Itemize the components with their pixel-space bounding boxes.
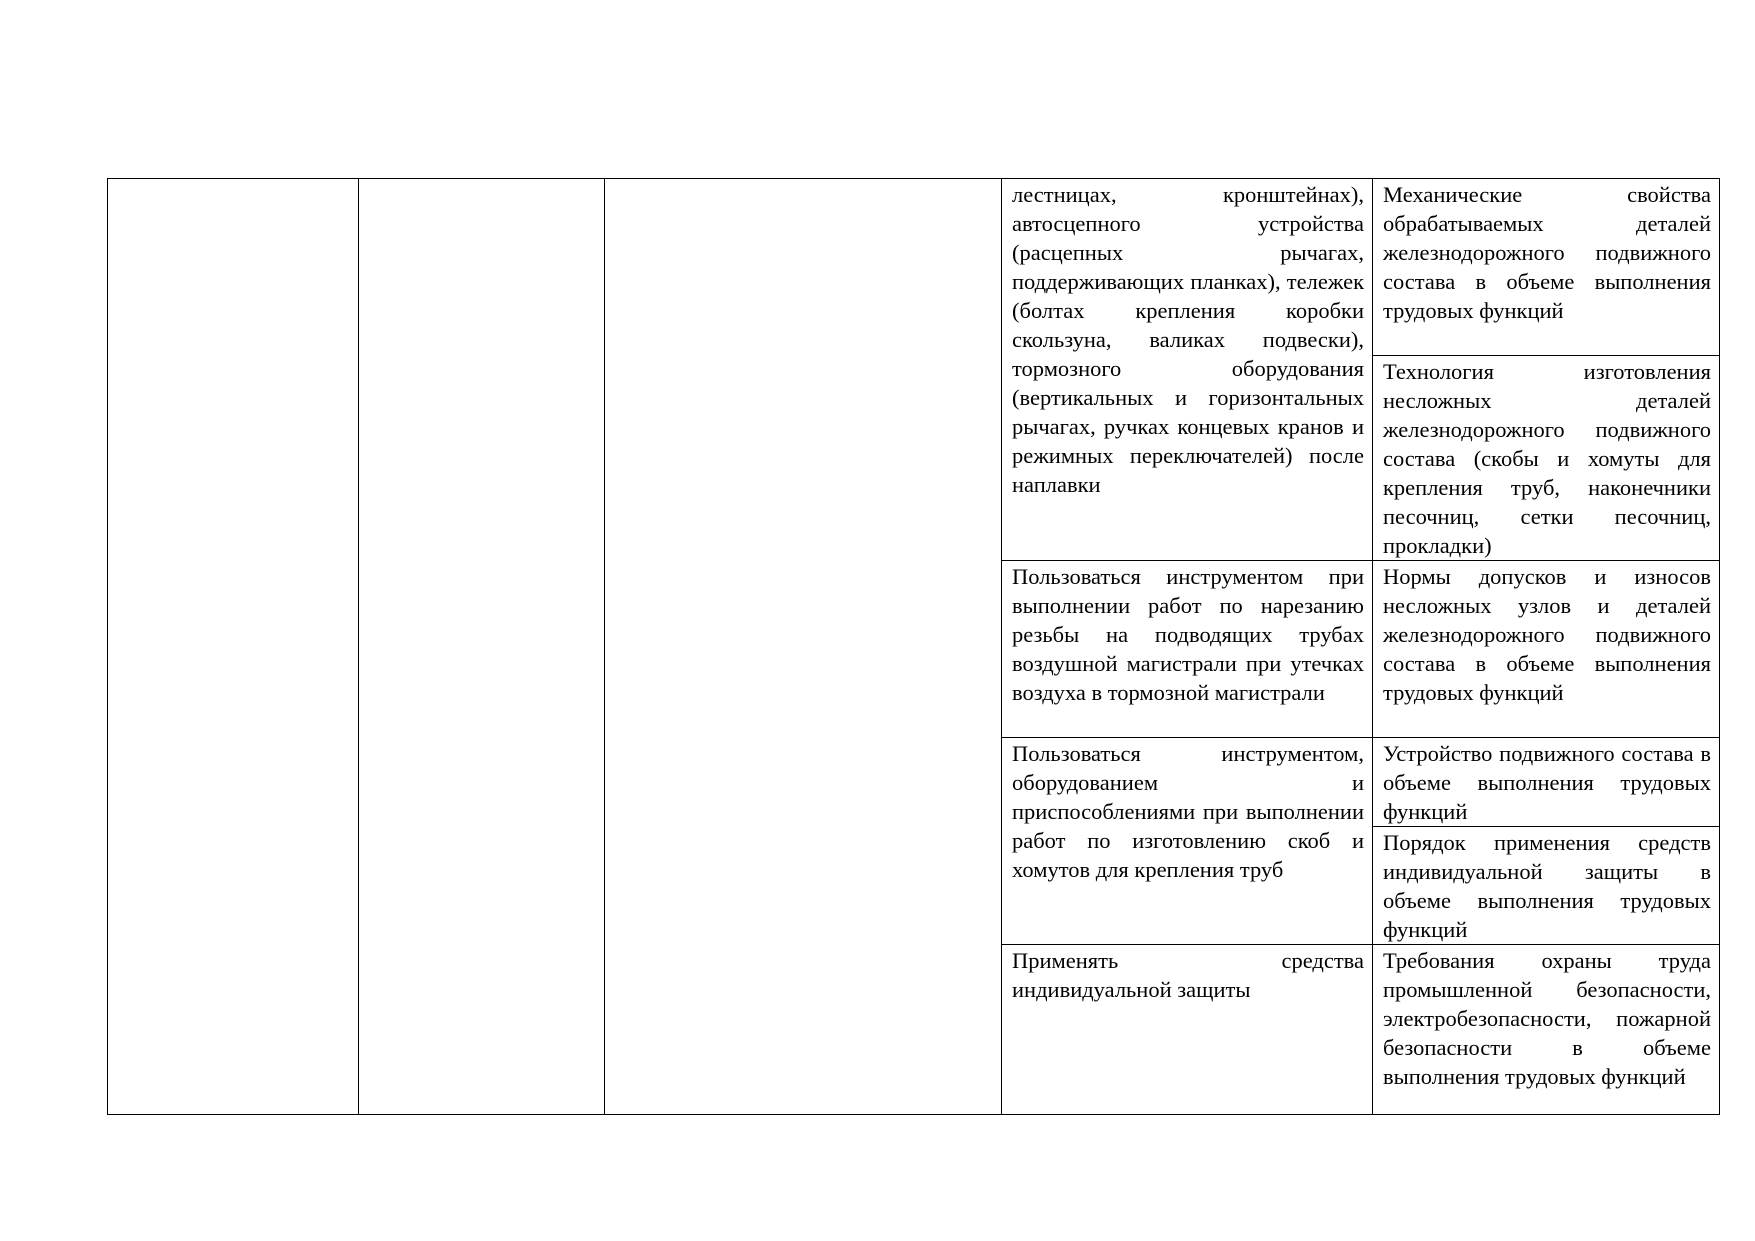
empty-column-1 bbox=[108, 179, 359, 1115]
skill-cell bbox=[1002, 945, 1373, 1115]
knowledge-cell bbox=[1373, 561, 1720, 738]
knowledge-text: Нормы допусков и износов несложных узлов и деталей железнодорожного подвижного состава в объеме выполнения трудовых функций bbox=[1383, 564, 1711, 705]
knowledge-text: Требования охраны труда промышленной безопасности, электробезопасности, пожарной безопасности в объеме выполнения трудовых функций bbox=[1383, 948, 1711, 1089]
knowledge-cell bbox=[1373, 356, 1720, 561]
empty-column-3 bbox=[605, 179, 1002, 1115]
empty-column-2 bbox=[359, 179, 605, 1115]
competency-table bbox=[107, 178, 1720, 1115]
skill-cell bbox=[1002, 179, 1373, 561]
knowledge-cell bbox=[1373, 738, 1720, 827]
knowledge-text: Устройство подвижного состава в объеме выполнения трудовых функций bbox=[1383, 741, 1711, 824]
knowledge-cell bbox=[1373, 827, 1720, 945]
knowledge-cell bbox=[1373, 179, 1720, 356]
table-row bbox=[108, 179, 1720, 356]
skill-cell bbox=[1002, 738, 1373, 945]
skill-text: Пользоваться инструментом при выполнении работ по нарезанию резьбы на подводящих трубах воздушной магистрали при утечках воздуха в тормозной магистрали bbox=[1012, 564, 1364, 705]
skill-text: лестницах, кронштейнах), автосцепного устройства (расцепных рычагах, поддерживающих планках), тележек (болтах крепления коробки скользуна, валиках подвески), тормозного оборудования (вертикальных и горизонтальных рычагах, ручках концевых кранов и режимных переключателей) после наплавки bbox=[1012, 182, 1364, 497]
knowledge-text: Механические свойства обрабатываемых деталей железнодорожного подвижного состава в объеме выполнения трудовых функций bbox=[1383, 182, 1711, 323]
knowledge-text: Технология изготовления несложных деталей железнодорожного подвижного состава (скобы и хомуты для крепления труб, наконечники песочниц, сетки песочниц, прокладки) bbox=[1383, 359, 1711, 558]
knowledge-text: Порядок применения средств индивидуальной защиты в объеме выполнения трудовых функций bbox=[1383, 830, 1711, 942]
knowledge-cell bbox=[1373, 945, 1720, 1115]
skill-text: Применять средства индивидуальной защиты bbox=[1012, 948, 1364, 1002]
skill-text: Пользоваться инструментом, оборудованием и приспособлениями при выполнении работ по изготовлению скоб и хомутов для крепления труб bbox=[1012, 741, 1364, 882]
skill-cell bbox=[1002, 561, 1373, 738]
